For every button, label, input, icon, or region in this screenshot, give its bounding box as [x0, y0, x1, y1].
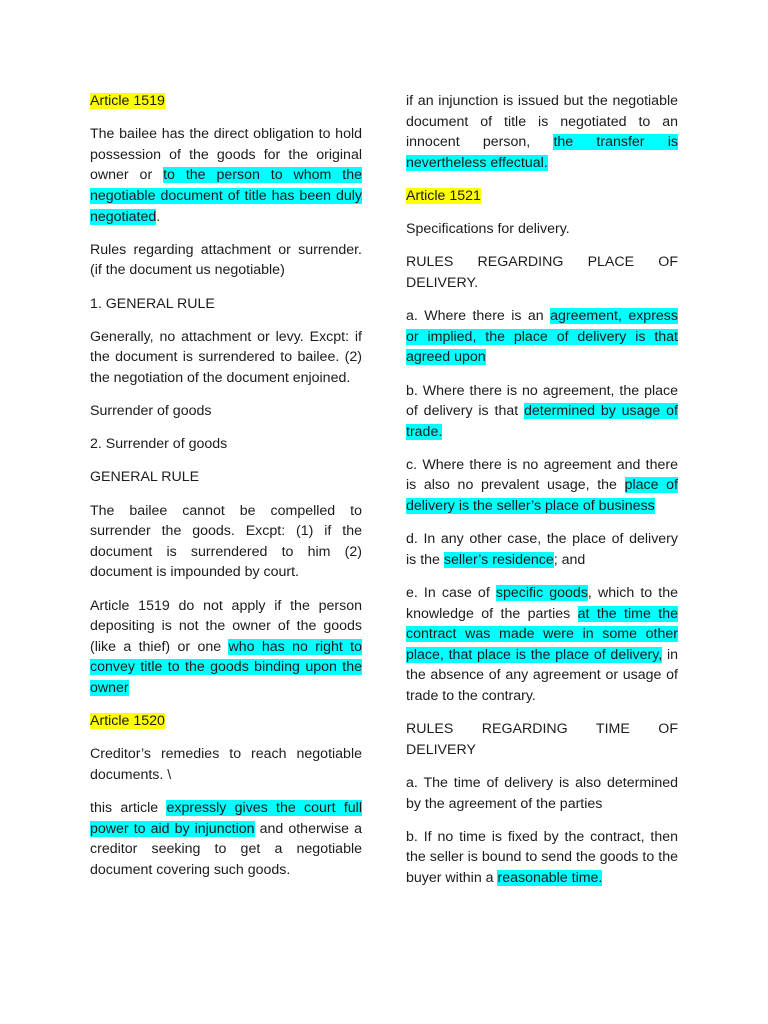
right-column-paragraph — [406, 306, 678, 368]
article-heading: Article 1520 — [90, 713, 165, 730]
highlighted-text: expressly gives the court full power to aid by injunction — [90, 800, 362, 837]
article-heading: Article 1519 — [90, 93, 165, 109]
right-column-paragraph — [406, 773, 678, 814]
right-column-paragraph — [406, 529, 678, 570]
body-text: c. Where there is no agreement and there is also no prevalent usage, the — [406, 456, 678, 494]
highlighted-text: to the person to whom the negotiable document of title has been duly negotiated — [90, 167, 363, 225]
left-column-paragraph — [90, 91, 362, 112]
body-text: The bailee cannot be compelled to surrender the goods. Excpt: (1) if the document is surrendered to him (2) document is impounded by court. — [90, 502, 362, 581]
highlighted-text: seller’s residence — [443, 551, 554, 568]
body-text: b. If no time is fixed by the contract, then the seller is bound to send the goods to the buyer within a — [406, 828, 678, 886]
right-column-paragraph — [406, 186, 678, 207]
highlighted-text: place of delivery is the seller’s place of business — [406, 477, 678, 515]
left-column-paragraph — [90, 744, 362, 785]
body-text: Article 1519 do not apply if the person depositing is not the owner of the goods (like a thief) or one — [90, 597, 362, 655]
body-text: a. Where there is an — [406, 308, 551, 325]
body-text: this article — [90, 800, 167, 817]
right-column-paragraph — [406, 583, 678, 707]
body-text: and otherwise a creditor seeking to get a negotiable document covering such goods. — [90, 820, 363, 878]
left-column-paragraph — [90, 711, 362, 732]
left-column-paragraph — [90, 401, 362, 422]
left-column-paragraph — [90, 501, 362, 583]
body-text: in the absence of any agreement or usage of trade to the contrary. — [406, 646, 678, 704]
left-column-paragraph — [90, 327, 362, 389]
highlighted-text: who has no right to convey title to the goods binding upon the owner — [90, 638, 362, 696]
highlighted-text: the transfer is nevertheless effectual. — [406, 134, 678, 171]
body-text: , which to the knowledge of the parties — [406, 585, 678, 622]
highlighted-text: specific goods — [495, 585, 588, 602]
body-text: b. Where there is no agreement, the place of delivery is that — [406, 382, 678, 420]
body-text: a. The time of delivery is also determined by the agreement of the parties — [406, 774, 678, 812]
left-column-paragraph — [90, 294, 362, 315]
body-text: e. In case of — [406, 585, 496, 602]
right-column-paragraph — [406, 827, 678, 889]
body-text: ; and — [553, 551, 586, 568]
body-text: . — [156, 208, 161, 225]
body-text: Rules regarding attachment or surrender. (if the document us negotiable) — [90, 241, 362, 279]
right-column — [406, 91, 678, 901]
left-column-paragraph — [90, 798, 362, 880]
body-text: Specifications for delivery. — [406, 221, 570, 238]
highlighted-text: agreement, express or implied, the place of delivery is that agreed upon — [406, 308, 678, 366]
left-column-paragraph — [90, 124, 362, 227]
right-column-paragraph — [406, 252, 678, 293]
right-column-paragraph — [406, 719, 678, 760]
right-column-paragraph — [406, 219, 678, 240]
highlighted-text: at the time the contract was made were in some other place, that place is the place of delivery, — [406, 605, 678, 663]
body-text: d. In any other case, the place of delivery is the — [406, 531, 678, 568]
right-column-paragraph — [406, 455, 678, 517]
body-text: 1. GENERAL RULE — [90, 295, 215, 312]
left-column-paragraph — [90, 240, 362, 281]
body-text: Creditor’s remedies to reach negotiable documents. \ — [90, 746, 362, 783]
body-text: The bailee has the direct obligation to hold possession of the goods for the original owner or — [90, 126, 362, 184]
body-text: if an injunction is issued but the negotiable document of title is negotiated to an innocent person, — [406, 93, 678, 151]
left-column-paragraph — [90, 467, 362, 488]
body-text: Generally, no attachment or levy. Excpt: if the document is surrendered to bailee. (2) the negotiation of the document enjoined. — [90, 328, 362, 386]
left-column — [90, 91, 362, 893]
right-column-paragraph — [406, 381, 678, 443]
left-column-paragraph — [90, 596, 362, 699]
body-text: Surrender of goods — [90, 403, 212, 420]
body-text: RULES REGARDING TIME OF DELIVERY — [406, 721, 678, 758]
highlighted-text: determined by usage of trade. — [406, 403, 678, 440]
body-text: GENERAL RULE — [90, 469, 200, 486]
highlighted-text: reasonable time. — [497, 869, 603, 886]
left-column-paragraph — [90, 434, 362, 455]
body-text: 2. Surrender of goods — [90, 436, 228, 453]
body-text: RULES REGARDING PLACE OF DELIVERY. — [406, 254, 678, 291]
article-heading: Article 1521 — [406, 187, 481, 204]
right-column-paragraph — [406, 91, 678, 173]
